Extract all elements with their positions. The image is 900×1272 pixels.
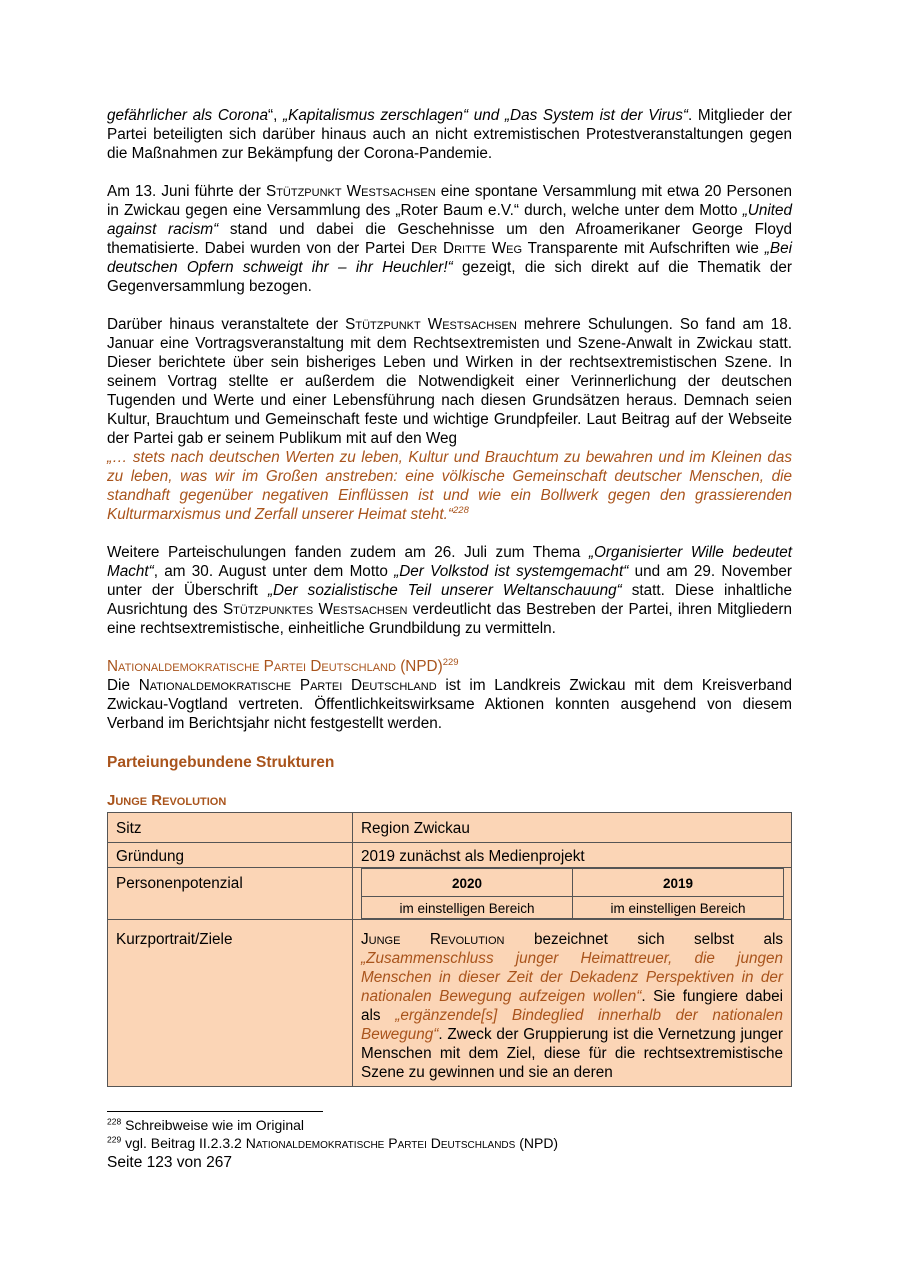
quote: „ergänzende[s] Bindeglied innerhalb der nationalen Bewegung“	[361, 1007, 783, 1043]
year-value: im einstelligen Bereich	[573, 897, 784, 919]
footnote-ref[interactable]: 228	[453, 504, 469, 516]
paragraph-versammlung: Am 13. Juni führte der Stützpunkt Westsachsen eine spontane Versammlung mit etwa 20 Personen in Zwickau gegen eine Versammlung des „Roter Baum e.V.“ durch, welche unter dem Motto „United against racism“ stand und dabei die Geschehnisse um den Afroamerikaner George Floyd thematisierte. Dabei wurden von der Partei Der Dritte Weg Transparente mit Aufschriften wie „Bei deutschen Opfern schweigt ihr – ihr Heuchler!“ gezeigt, die sich direkt auf die Thematik der Gegenversammlung bezogen.	[107, 183, 792, 295]
quote-fragment: gefährlicher als Corona	[107, 107, 268, 124]
section-heading: Parteiungebundene Strukturen	[107, 754, 335, 771]
org-name: Junge Revolution	[361, 931, 505, 948]
profile-table	[107, 812, 792, 1087]
row-value-personen	[353, 868, 792, 920]
row-value-sitz: Region Zwickau	[353, 813, 792, 843]
personen-subtable	[361, 868, 784, 919]
quote: „Zusammenschluss junger Heimattreuer, die jungen Menschen in dieser Zeit der Dekadenz Perspektiven in der nationalen Bewegung aufzeigen wollen“	[361, 950, 783, 1005]
table-row	[108, 813, 792, 843]
paragraph-protest: gefährlicher als Corona“, „Kapitalismus zerschlagen“ und „Das System ist der Virus“. Mitglieder der Partei beteiligten sich darüber hinaus auch an nicht extremistischen Protestveranstaltungen gegen die Maßnahmen zur Bekämpfung der Corona-Pandemie.	[107, 107, 792, 162]
table-row	[108, 920, 792, 1087]
row-label-gruendung: Gründung	[108, 843, 353, 868]
paragraph-schulungen: Darüber hinaus veranstaltete der Stützpunkt Westsachsen mehrere Schulungen. So fand am 18. Januar eine Vortragsveranstaltung mit dem Rechtsextremisten und Szene-Anwalt in Zwickau statt. Dieser berichtete über sein bisheriges Leben und Wirken in der rechtsextremistischen Szene. In seinem Vortrag stellte er außerdem die Notwendigkeit einer Verinnerlichung der deutschen Tugenden und Werte und einer Lebensführung nach diesen Grundsätzen heraus. Demnach seien Kultur, Brauchtum und Gemeinschaft feste und wichtige Grundpfeiler. Laut Beitrag auf der Webseite der Partei gab er seinem Publikum mit auf den Weg	[107, 316, 792, 447]
org-name: Nationaldemokratische Partei Deutschland	[138, 677, 437, 694]
row-label-personen: Personenpotenzial	[108, 868, 353, 920]
year-value: im einstelligen Bereich	[362, 897, 573, 919]
row-value-kurzportrait: Junge Revolution bezeichnet sich selbst als „Zusammenschluss junger Heimattreuer, die jungen Menschen in dieser Zeit der Dekadenz Perspektiven in der nationalen Bewegung aufzeigen wollen“. Sie fungiere dabei als „ergänzende[s] Bindeglied innerhalb der nationalen Bewegung“. Zweck der Gruppierung ist die Vernetzung junger Menschen mit dem Ziel, diese für die rechtsextremistische Szene zu gewinnen und sie an deren	[353, 920, 792, 1087]
slogan: „Bei deutschen Opfern schweigt ihr – ihr Heuchler!“	[107, 240, 792, 276]
table-row	[108, 843, 792, 868]
topic-title: „Organisierter Wille bedeutet Macht“	[107, 544, 793, 580]
quote-slogans: „Kapitalismus zerschlagen“ und „Das System ist der Virus“	[283, 107, 688, 124]
footnote-229: $^{229}$ vgl. Beitrag II.2.3.2 Nationaldemokratische Partei Deutschlands (NPD)	[107, 1134, 559, 1151]
table-row	[108, 868, 792, 920]
paragraph-npd: Die Nationaldemokratische Partei Deutschland ist im Landkreis Zwickau mit dem Kreisverband Zwickau-Vogtland vertreten. Öffentlichkeitswirksame Aktionen konnten ausgehend von diesem Verband im Berichtsjahr nicht festgestellt werden.	[107, 677, 792, 732]
row-label-kurzportrait: Kurzportrait/Ziele	[108, 920, 353, 1087]
block-quote: „… stets nach deutschen Werten zu leben, Kultur und Brauchtum zu bewahren und im Kleinen das zu leben, was wir im Großen anstreben: eine völkische Gemeinschaft deutscher Menschen, die standhaft gegenüber negativen Einflüssen ist und wie ein Bollwerk gegen den grassierenden Kulturmarxismus und Zerfall unserer Heimat steht.“$^{228}$	[107, 449, 792, 523]
footnote-separator	[107, 1111, 323, 1112]
footnote-ref[interactable]: 229	[442, 656, 459, 668]
npd-subheading: Nationaldemokratische Partei Deutschland (NPD)$^{229}$	[107, 656, 459, 675]
row-value-gruendung: 2019 zunächst als Medienprojekt	[353, 843, 792, 868]
paragraph-parteischulungen: Weitere Parteischulungen fanden zudem am 26. Juli zum Thema „Organisierter Wille bedeutet Macht“, am 30. August unter dem Motto „Der Volkstod ist systemgemacht“ und am 29. November unter der Überschrift „Der sozialistische Teil unserer Weltanschauung“ statt. Diese inhaltliche Ausrichtung des Stützpunktes Westsachsen verdeutlicht das Bestreben der Partei, ihren Mitgliedern eine rechtsextremistische, einheitliche Grundbildung zu vermitteln.	[107, 544, 793, 637]
org-name: Stützpunktes Westsachsen	[222, 601, 408, 618]
org-name: Stützpunkt Westsachsen	[266, 183, 436, 200]
page-number: Seite 123 von 267	[107, 1154, 232, 1171]
motto: „United against racism“	[107, 202, 792, 238]
org-name: Stützpunkt Westsachsen	[345, 316, 517, 333]
row-label-sitz: Sitz	[108, 813, 353, 843]
table-title: Junge Revolution	[107, 792, 227, 809]
footnote-228: $^{228}$ Schreibweise wie im Original	[107, 1116, 305, 1133]
year-header: 2020	[362, 869, 573, 897]
topic-title: „Der Volkstod ist systemgemacht“	[394, 563, 629, 580]
year-header: 2019	[573, 869, 784, 897]
org-name: Der Dritte Weg	[410, 240, 523, 257]
topic-title: „Der sozialistische Teil unserer Weltanschauung“	[267, 582, 622, 599]
document-page	[107, 106, 792, 1173]
